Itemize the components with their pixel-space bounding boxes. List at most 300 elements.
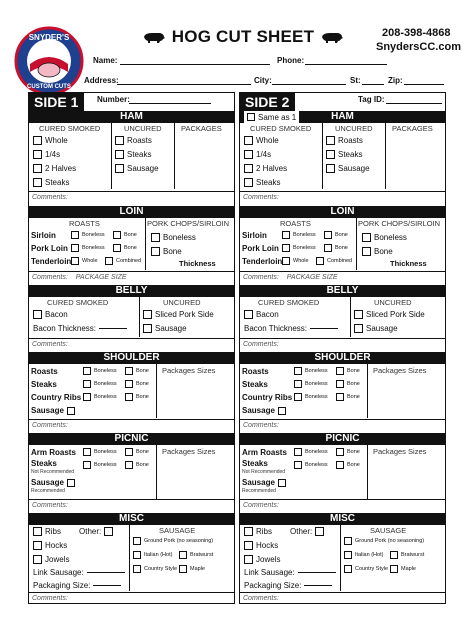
checkbox[interactable] [33,555,42,564]
picnic-comments[interactable]: Comments: [29,499,234,510]
ham-halves-option[interactable] [244,164,287,173]
checkbox[interactable] [83,461,91,469]
checkbox[interactable] [326,150,335,159]
checkbox[interactable] [83,367,91,375]
checkbox[interactable] [151,233,160,242]
checkbox[interactable] [278,407,286,415]
form-text[interactable] [79,527,113,536]
city-field[interactable] [272,84,346,85]
form-text: Whole [45,136,68,145]
ham-steaks-option[interactable] [33,178,69,187]
tag-id-label: Tag ID: [358,95,385,104]
city-label: City: [254,76,272,85]
checkbox[interactable] [143,324,152,333]
checkbox[interactable] [336,461,344,469]
checkbox[interactable] [67,479,75,487]
link-sausage-field[interactable] [244,568,336,577]
form-text [31,459,57,468]
form-text: Boneless [374,233,407,242]
checkbox[interactable] [336,367,344,375]
form-text [242,448,287,457]
form-text[interactable] [290,527,324,536]
number-label: Number: [97,95,130,104]
form-text[interactable] [344,565,388,573]
form-text[interactable] [324,244,348,252]
form-text: Maple [190,566,205,572]
ham-roasts-option[interactable] [115,136,152,145]
form-text: Bratwurst [190,552,214,558]
checkbox[interactable] [125,380,133,388]
state-field[interactable] [362,84,384,85]
tag-id-field[interactable] [386,103,442,104]
misc-comments[interactable]: Comments: [240,592,445,603]
form-text: Country Ribs [242,393,293,402]
checkbox[interactable] [294,461,302,469]
form-text: Hocks [45,541,68,550]
checkbox[interactable] [244,310,253,319]
checkbox[interactable] [33,527,42,536]
write-in-line [298,572,336,573]
loin-comments[interactable] [240,271,445,282]
write-in-line [93,585,121,586]
address-label: Address: [84,76,119,85]
link-sausage-field[interactable] [33,568,125,577]
form-text[interactable] [125,448,149,456]
phone-field[interactable] [305,64,387,65]
checkbox[interactable] [244,150,253,159]
checkbox[interactable] [104,527,113,536]
form-text: Steaks [31,459,57,468]
write-in-line [87,572,125,573]
checkbox[interactable] [133,565,141,573]
checkbox[interactable] [33,150,42,159]
form-text: Tenderloin [31,257,72,266]
form-text[interactable] [83,393,117,401]
form-text: Bone [136,449,149,455]
checkbox[interactable] [115,164,124,173]
misc-comments[interactable]: Comments: [29,592,234,603]
checkbox[interactable] [294,448,302,456]
form-text[interactable] [133,551,172,559]
packaging-size-field[interactable] [33,581,121,590]
checkbox[interactable] [179,551,187,559]
form-text[interactable] [282,231,316,239]
checkbox[interactable] [133,537,141,545]
checkbox[interactable] [362,247,371,256]
checkbox[interactable] [179,565,187,573]
form-text: Sausage [338,164,370,173]
loin-pork-row [242,244,279,253]
form-text: Ground Pork (no seasoning) [144,538,214,544]
loin-tenderloin-row [31,257,71,266]
form-text: Sausage [366,324,398,333]
checkbox[interactable] [115,136,124,145]
loin-sirloin-row [242,231,267,240]
form-text[interactable] [33,527,61,536]
belly-cured-heading: CURED SMOKED [258,298,320,307]
checkbox[interactable] [324,244,332,252]
form-text[interactable] [344,537,424,545]
checkbox[interactable] [294,380,302,388]
form-text[interactable] [336,367,360,375]
misc-header: MISC [240,513,445,525]
form-text: Boneless [293,232,316,238]
form-text: Bone [124,245,137,251]
form-text[interactable] [83,367,117,375]
belly-header: BELLY [29,285,234,297]
checkbox[interactable] [324,231,332,239]
loin-header: LOIN [29,206,234,218]
form-text[interactable] [113,231,137,239]
hog-icon [320,31,344,43]
address-field[interactable] [117,84,251,85]
form-text[interactable] [354,324,398,333]
form-text: Roasts [242,367,269,376]
checkbox[interactable] [83,448,91,456]
ham-halves-option[interactable] [33,164,76,173]
form-text[interactable] [294,393,328,401]
checkbox[interactable] [354,310,363,319]
checkbox[interactable] [316,257,324,265]
ham-comments[interactable]: Comments: [240,191,445,202]
loin-sirloin-row [31,231,56,240]
divider [111,123,112,189]
ham-header: HAM [240,111,445,123]
form-text[interactable] [242,478,286,487]
shoulder-comments[interactable]: Comments: [240,419,445,430]
form-text: Bone [347,449,360,455]
checkbox[interactable] [278,479,286,487]
checkbox[interactable] [294,393,302,401]
checkbox[interactable] [244,541,253,550]
form-text[interactable] [151,247,182,256]
ham-whole-option[interactable] [244,136,279,145]
checkbox[interactable] [244,555,253,564]
checkbox[interactable] [125,367,133,375]
checkbox[interactable] [336,448,344,456]
zip-field[interactable] [404,84,444,85]
checkbox[interactable] [151,247,160,256]
form-text: Sausage [31,406,64,415]
form-text[interactable] [316,257,352,265]
side-2-panel [239,92,446,604]
form-text[interactable] [33,310,68,319]
checkbox[interactable] [282,244,290,252]
shoulder-packages-heading: Packages Sizes [162,366,216,375]
ham-uncured-heading: UNCURED [335,124,373,133]
checkbox[interactable] [33,178,42,187]
form-text: Roasts [338,136,363,145]
belly-cured-heading: CURED SMOKED [47,298,109,307]
form-text: Tenderloin [242,257,283,266]
form-text[interactable] [179,565,205,573]
loin-header: LOIN [240,206,445,218]
checkbox[interactable] [244,527,253,536]
ham-comments[interactable]: Comments: [29,191,234,202]
form-text[interactable] [244,555,280,564]
form-text: Other: [79,527,102,536]
form-text: Sliced Pork Side [366,310,425,319]
form-text[interactable] [336,461,360,469]
form-text: Boneless [305,381,328,387]
ham-cured-heading: CURED SMOKED [39,124,101,133]
ham-whole-option[interactable] [33,136,68,145]
form-text[interactable] [31,406,75,415]
checkbox[interactable] [282,231,290,239]
form-text[interactable] [83,448,117,456]
form-text: Combined [116,258,142,264]
ham-roasts-option[interactable] [326,136,363,145]
loin-roasts-heading: ROASTS [280,219,311,228]
form-text [31,393,81,402]
form-text[interactable] [71,257,98,265]
form-text: Combined [327,258,353,264]
form-text[interactable] [31,478,75,487]
form-text: Boneless [293,245,316,251]
checkbox[interactable] [125,461,133,469]
checkbox[interactable] [115,150,124,159]
belly-comments[interactable]: Comments: [240,338,445,349]
checkbox[interactable] [247,113,255,121]
form-text[interactable] [33,555,69,564]
checkbox[interactable] [113,231,121,239]
ham-sausage-option[interactable] [115,164,159,173]
form-text[interactable] [125,461,149,469]
checkbox[interactable] [71,231,79,239]
form-text[interactable] [244,541,278,550]
form-text: 1/4s [45,150,61,159]
misc-sausage-heading: SAUSAGE [370,526,407,535]
form-text: Jowels [45,555,70,564]
shoulder-comments[interactable]: Comments: [29,419,234,430]
zip-label: Zip: [388,76,403,85]
form-text[interactable] [71,244,105,252]
form-text: Bacon Thickness: [33,324,96,333]
checkbox[interactable] [344,537,352,545]
form-text[interactable] [133,565,177,573]
divider [385,123,386,189]
form-text[interactable] [362,247,393,256]
form-text: 2 Halves [256,164,288,173]
form-text: Pork Loin [242,244,279,253]
form-text[interactable] [294,448,328,456]
ham-uncured-steaks-option[interactable] [115,150,151,159]
form-text[interactable] [244,527,272,536]
checkbox[interactable] [336,393,344,401]
checkbox[interactable] [244,164,253,173]
checkbox[interactable] [143,310,152,319]
form-text[interactable] [294,461,328,469]
page-title: HOG CUT SHEET [171,27,315,46]
checkbox[interactable] [113,244,121,252]
ham-sausage-option[interactable] [326,164,370,173]
form-text: Bone [347,394,360,400]
form-text: Whole [293,258,309,264]
form-text[interactable] [362,233,407,242]
form-text[interactable] [354,310,425,319]
form-text: Boneless [305,449,328,455]
checkbox[interactable] [326,136,335,145]
name-label: Name: [93,56,118,65]
form-text: Boneless [82,245,105,251]
form-text[interactable] [143,310,214,319]
same-as-side-1-option[interactable] [244,111,299,123]
checkbox[interactable] [244,136,253,145]
checkbox[interactable] [362,233,371,242]
bacon-thickness[interactable] [244,324,338,333]
form-text: Steaks [242,459,268,468]
checkbox[interactable] [390,551,398,559]
form-text[interactable] [390,565,416,573]
form-text: Jowels [256,555,281,564]
form-text: Whole [256,136,279,145]
loin-roasts-heading: ROASTS [69,219,100,228]
checkbox[interactable] [326,164,335,173]
checkbox[interactable] [125,393,133,401]
write-in-line [310,328,338,329]
form-text: Packaging Size: [33,581,91,590]
ham-uncured-steaks-option[interactable] [326,150,362,159]
picnic-header: PICNIC [240,433,445,445]
form-text: Bacon [256,310,279,319]
form-text: Whole [82,258,98,264]
loin-chops-heading: PORK CHOPS/SIRLOIN [147,219,230,228]
form-text: Boneless [94,381,117,387]
form-text: Steaks [256,178,281,187]
belly-uncured-heading: UNCURED [163,298,201,307]
form-text: Sausage [242,478,275,487]
form-text: Bone [374,247,393,256]
form-text[interactable] [83,380,117,388]
form-text: Bacon [45,310,68,319]
form-text[interactable] [282,244,316,252]
checkbox[interactable] [354,324,363,333]
form-text[interactable] [71,231,105,239]
form-text[interactable] [336,380,360,388]
form-text: Bone [347,462,360,468]
form-text: Boneless [305,394,328,400]
checkbox[interactable] [244,178,253,187]
form-text: Ground Pork (no seasoning) [355,538,425,544]
bacon-thickness[interactable] [33,324,127,333]
checkbox[interactable] [67,407,75,415]
side-1-label: SIDE 1 [28,93,84,111]
checkbox[interactable] [83,393,91,401]
form-text: Sausage [127,164,159,173]
checkbox[interactable] [344,551,352,559]
form-text[interactable] [151,233,196,242]
checkbox[interactable] [125,448,133,456]
form-text: Boneless [94,449,117,455]
form-text[interactable] [390,551,424,559]
form-text[interactable] [143,324,187,333]
ham-quarters-option[interactable] [244,150,271,159]
form-text: PACKAGE SIZE [75,274,127,281]
checkbox[interactable] [33,310,42,319]
form-text[interactable] [125,367,149,375]
checkbox[interactable] [71,244,79,252]
shoulder-packages-heading: Packages Sizes [373,366,427,375]
checkbox[interactable] [33,541,42,550]
state-label: St: [350,76,361,85]
form-text[interactable] [83,461,117,469]
form-text[interactable] [179,551,213,559]
ham-quarters-option[interactable] [33,150,60,159]
form-text: Boneless [163,233,196,242]
form-text: Boneless [82,232,105,238]
ham-steaks-option[interactable] [244,178,280,187]
form-text[interactable] [344,551,383,559]
name-field[interactable] [120,64,270,65]
form-text: Ribs [45,527,62,536]
belly-uncured-heading: UNCURED [374,298,412,307]
form-text: Country Ribs [31,393,82,402]
number-field[interactable] [129,103,211,104]
form-text: Bacon Thickness: [244,324,307,333]
divider [322,123,323,189]
loin-comments[interactable] [29,271,234,282]
checkbox[interactable] [282,257,290,265]
form-text[interactable] [125,393,149,401]
form-text: Link Sausage: [244,568,295,577]
belly-comments[interactable]: Comments: [29,338,234,349]
checkbox[interactable] [390,565,398,573]
checkbox[interactable] [105,257,113,265]
picnic-comments[interactable]: Comments: [240,499,445,510]
checkbox[interactable] [344,565,352,573]
checkbox[interactable] [71,257,79,265]
form-text[interactable] [336,448,360,456]
form-text: 2 Halves [45,164,77,173]
checkbox[interactable] [294,367,302,375]
checkbox[interactable] [83,380,91,388]
form-text[interactable] [282,257,309,265]
checkbox[interactable] [133,551,141,559]
checkbox[interactable] [315,527,324,536]
divider [367,364,368,418]
checkbox[interactable] [336,380,344,388]
shoulder-header: SHOULDER [29,352,234,364]
form-text[interactable] [324,231,348,239]
loin-thickness-label: Thickness [390,259,427,268]
form-text [242,459,268,468]
form-text: PACKAGE SIZE [286,274,338,281]
side-1-panel [28,92,235,604]
form-text[interactable] [133,537,213,545]
form-text[interactable] [294,367,328,375]
form-text[interactable] [113,244,137,252]
checkbox[interactable] [33,164,42,173]
form-text[interactable] [294,380,328,388]
form-text: Sirloin [31,231,56,240]
form-text: Steaks [242,380,268,389]
divider [139,297,140,337]
form-text: Bone [136,394,149,400]
form-text[interactable] [125,380,149,388]
loin-tenderloin-row [242,257,282,266]
form-text[interactable] [244,310,279,319]
form-text[interactable] [33,541,67,550]
form-text: Bone [136,462,149,468]
form-text: Hocks [256,541,279,550]
form-text [31,448,76,457]
form-text[interactable] [336,393,360,401]
packaging-size-field[interactable] [244,581,332,590]
checkbox[interactable] [33,136,42,145]
form-text[interactable] [242,406,286,415]
form-text[interactable] [105,257,141,265]
form-text: Bone [124,232,137,238]
